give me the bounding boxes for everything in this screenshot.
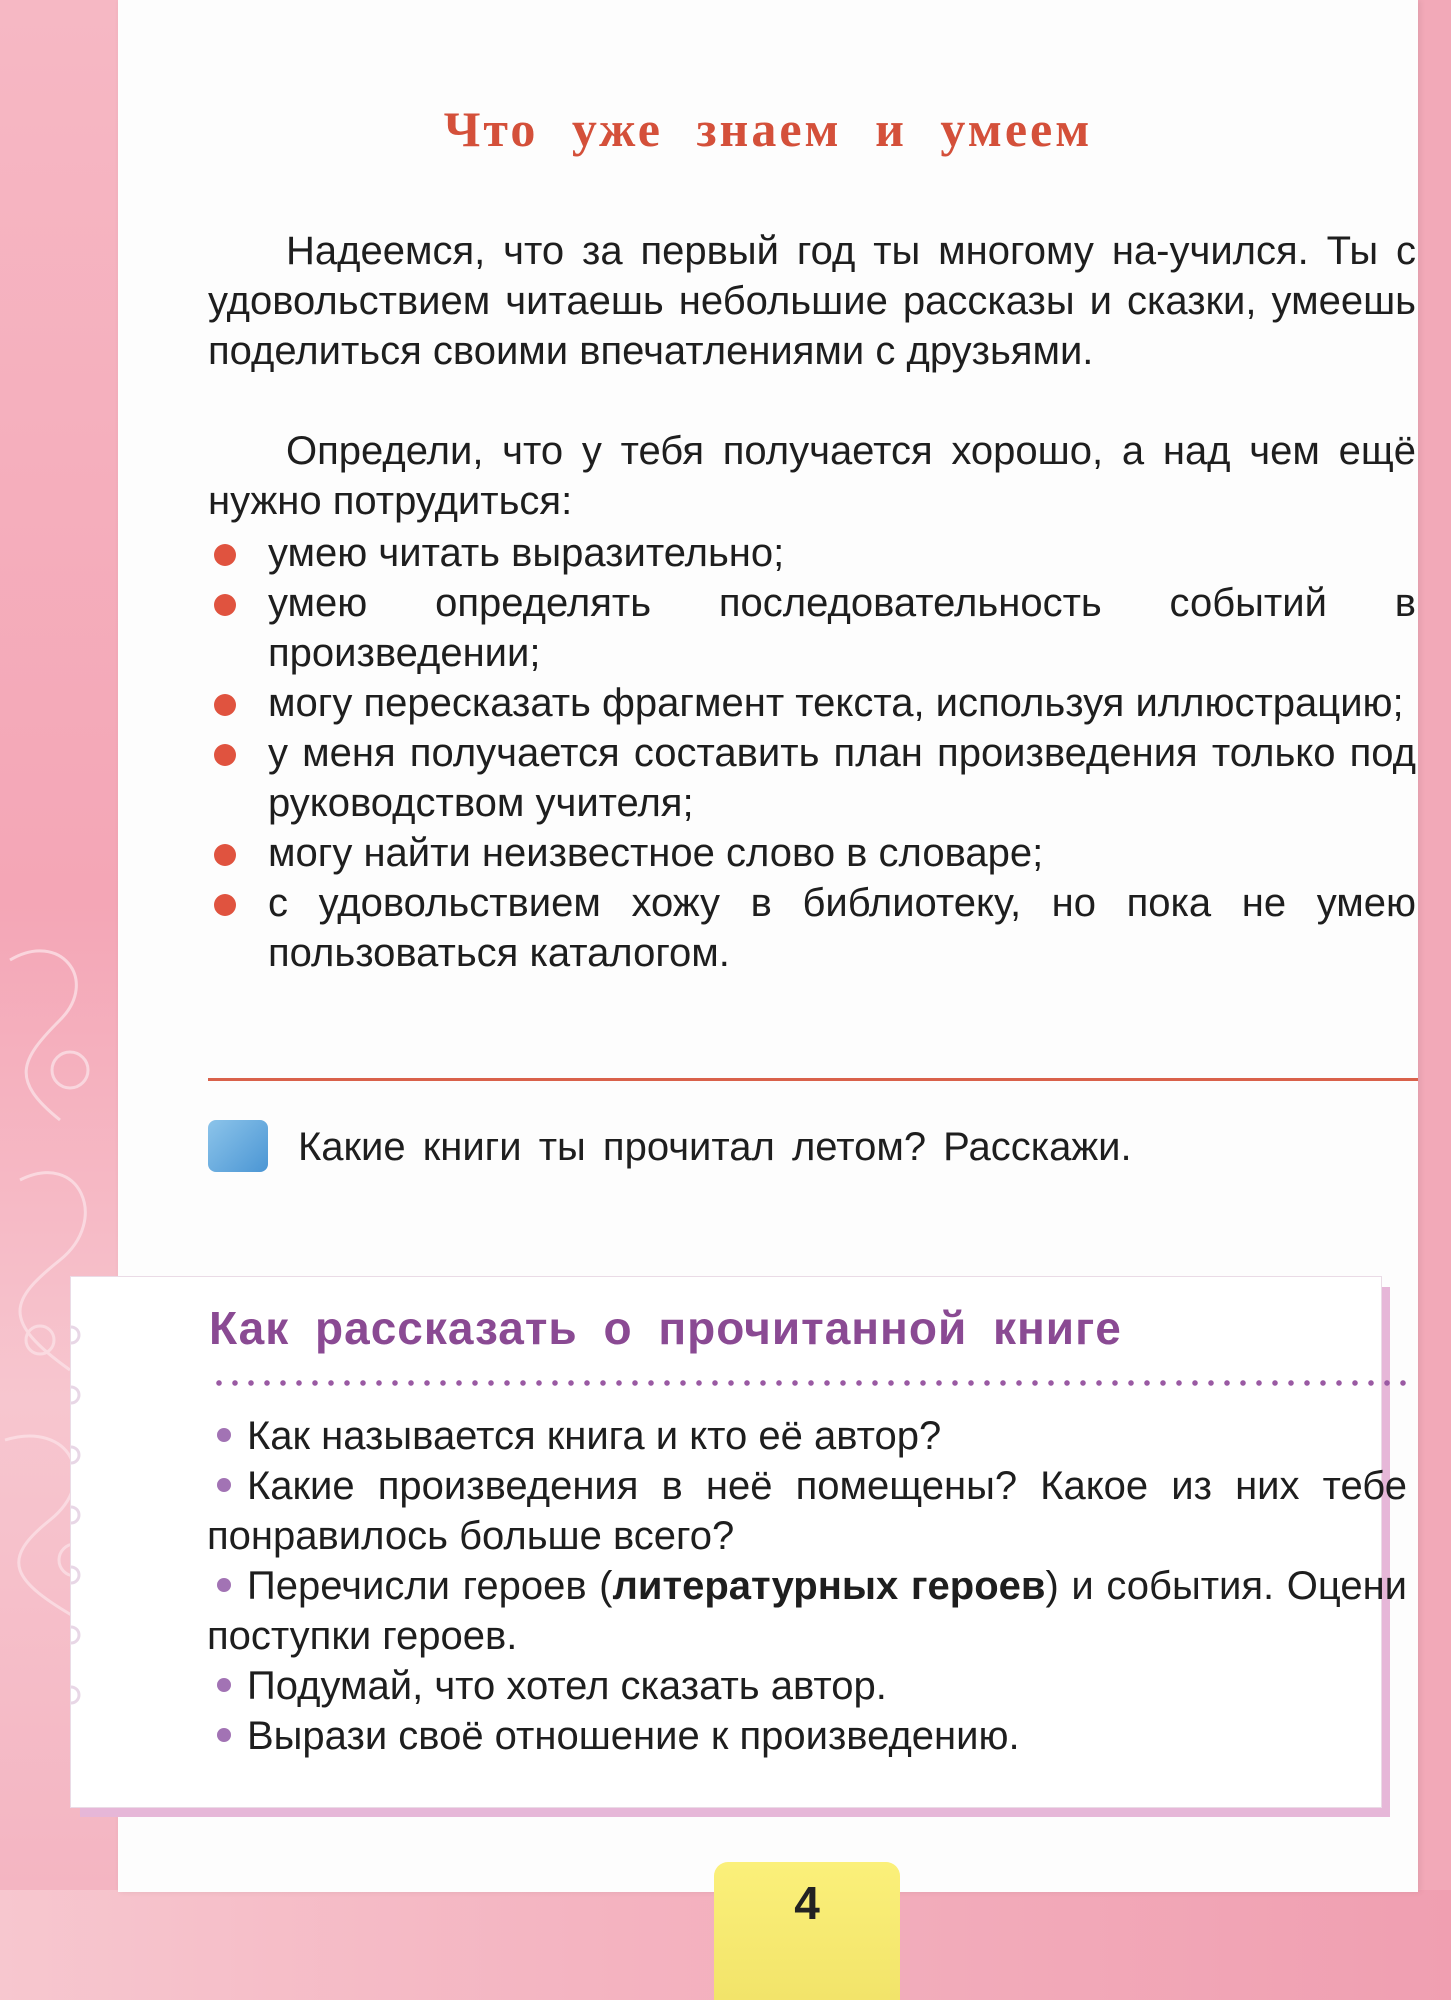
red-bullet-icon — [214, 694, 236, 716]
tips-list — [207, 1411, 1407, 1761]
red-bullet-icon — [214, 844, 236, 866]
list-item — [208, 878, 1416, 978]
purple-bullet-icon — [217, 1428, 231, 1442]
red-bullet-icon — [214, 744, 236, 766]
bold-term: литературных героев — [612, 1564, 1046, 1608]
list-item-text: Какие произведения в неё помещены? Какое из них тебе понравилось больше всего? — [207, 1464, 1407, 1558]
blue-square-icon — [208, 1120, 268, 1172]
list-item-text: Вырази своё отношение к произведению. — [247, 1714, 1020, 1758]
question-text: Какие книги ты прочитал летом? Расскажи. — [298, 1125, 1132, 1169]
dotted-divider — [211, 1379, 1411, 1387]
page-title: Что уже знаем и умеем — [443, 101, 1093, 157]
list-item-text: у меня получается составить план произведения только под руководством учителя; — [268, 731, 1416, 825]
list-item — [207, 1411, 1407, 1461]
list-item-text: ) и события. Оцени поступки героев. — [207, 1564, 1407, 1658]
red-bullet-icon — [214, 544, 236, 566]
list-item-text: умею читать выразительно; — [268, 531, 785, 575]
list-item — [207, 1561, 1407, 1661]
section-divider — [208, 1078, 1418, 1081]
list-item-text: Перечисли героев ( — [247, 1564, 613, 1608]
tips-box — [70, 1276, 1407, 1808]
list-item-text: могу найти неизвестное слово в словаре; — [268, 831, 1044, 875]
list-item-text: умею определять последовательность событий в произведении; — [268, 581, 1416, 675]
list-item-text: могу пересказать фрагмент текста, используя иллюстрацию; — [268, 681, 1404, 725]
list-item — [208, 578, 1416, 678]
red-bullet-icon — [214, 894, 236, 916]
skills-list — [208, 528, 1416, 978]
list-item-text: Подумай, что хотел сказать автор. — [247, 1664, 887, 1708]
list-item-text: Как называется книга и кто её автор? — [247, 1414, 942, 1458]
purple-bullet-icon — [217, 1728, 231, 1742]
instruction-paragraph: Определи, что у тебя получается хорошо, а над чем ещё нужно потрудиться: — [208, 429, 1416, 523]
purple-bullet-icon — [217, 1678, 231, 1692]
purple-bullet-icon — [217, 1578, 231, 1592]
page-number: 4 — [794, 1877, 820, 1929]
list-item — [207, 1461, 1407, 1561]
intro-paragraph: Надеемся, что за первый год ты многому на-учился. Ты с удовольствием читаешь небольшие рассказы и сказки, умеешь поделиться своими впечатлениями с друзьями. — [208, 229, 1416, 373]
tips-title: Как рассказать о прочитанной книге — [209, 1302, 1122, 1354]
list-item — [208, 728, 1416, 828]
list-item — [208, 678, 1416, 728]
list-item — [208, 528, 1416, 578]
list-item-text: с удовольствием хожу в библиотеку, но пока не умею пользоваться каталогом. — [268, 881, 1416, 975]
red-bullet-icon — [214, 594, 236, 616]
list-item — [207, 1661, 1407, 1711]
notebook-ring-icon — [61, 1277, 81, 1807]
purple-bullet-icon — [217, 1478, 231, 1492]
list-item — [208, 828, 1416, 878]
list-item — [207, 1711, 1407, 1761]
